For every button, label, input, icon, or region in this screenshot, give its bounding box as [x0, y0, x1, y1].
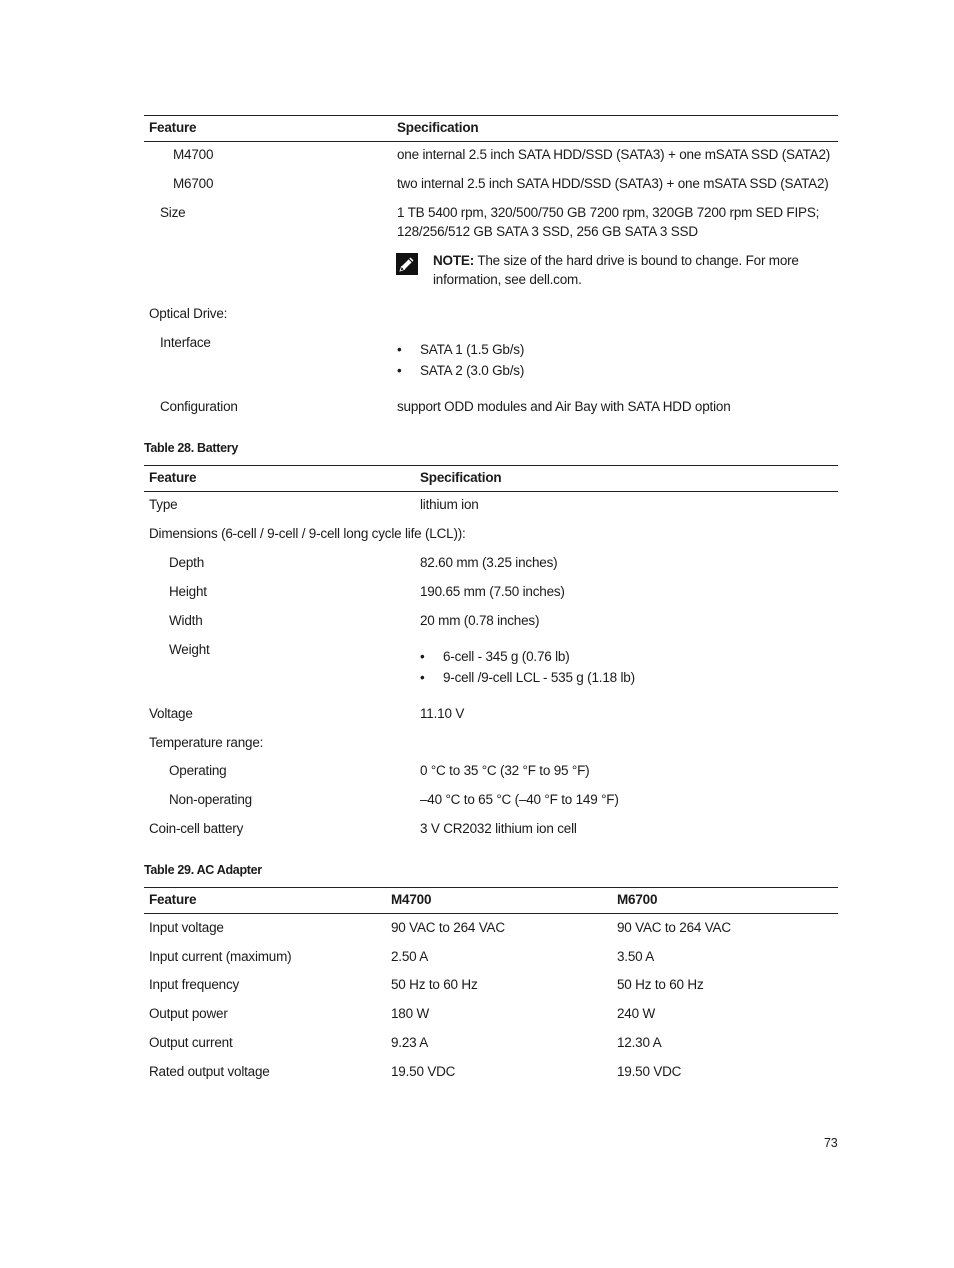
storage-size-line2: 128/256/512 GB SATA 3 SSD, 256 GB SATA 3 SSD: [397, 224, 698, 239]
battery-operating-value: 0 °C to 35 °C (32 °F to 95 °F): [420, 763, 590, 778]
ac-row-m4700: 9.23 A: [391, 1035, 429, 1050]
ac-row-m4700: 50 Hz to 60 Hz: [391, 977, 478, 992]
ac-row-feature: Input frequency: [149, 977, 240, 992]
list-item: • SATA 1 (1.5 Gb/s): [420, 341, 524, 359]
battery-header-spec: Specification: [420, 470, 502, 485]
battery-height-label: Height: [169, 584, 207, 599]
battery-temperature-label: Temperature range:: [149, 735, 264, 750]
ac-row-m4700: 90 VAC to 264 VAC: [391, 920, 505, 935]
table-top-rule: [144, 887, 838, 888]
ac-row-feature: Input current (maximum): [149, 949, 292, 964]
page-number: 73: [824, 1136, 838, 1150]
battery-weight-label: Weight: [169, 642, 210, 657]
battery-voltage-value: 11.10 V: [420, 706, 465, 721]
ac-row-feature: Output current: [149, 1035, 233, 1050]
battery-type-value: lithium ion: [420, 497, 479, 512]
storage-m4700-value: one internal 2.5 inch SATA HDD/SSD (SATA3) + one mSATA SSD (SATA2): [397, 147, 831, 162]
ac-row-m4700: 19.50 VDC: [391, 1064, 456, 1079]
ac-row-m4700: 2.50 A: [391, 949, 429, 964]
battery-depth-label: Depth: [169, 555, 205, 570]
battery-width-label: Width: [169, 613, 203, 628]
ac-row-m6700: 3.50 A: [617, 949, 655, 964]
ac-row-feature: Output power: [149, 1006, 228, 1021]
ac-row-m6700: 50 Hz to 60 Hz: [617, 977, 704, 992]
storage-header-feature: Feature: [149, 120, 197, 135]
table-header-rule: [144, 913, 838, 914]
table-top-rule: [144, 465, 838, 466]
optical-drive-label: Optical Drive:: [149, 306, 228, 321]
note-pencil-icon: [396, 253, 418, 275]
ac-header-feature: Feature: [149, 892, 197, 907]
ac-header-m6700: M6700: [617, 892, 658, 907]
note-prefix: NOTE:: [433, 253, 474, 268]
storage-m4700-label: M4700: [173, 147, 214, 162]
ac-row-m6700: 90 VAC to 264 VAC: [617, 920, 731, 935]
battery-non-operating-label: Non-operating: [169, 792, 252, 807]
interface-label: Interface: [160, 335, 211, 350]
battery-dimensions-label: Dimensions (6-cell / 9-cell / 9-cell long cycle life (LCL)):: [149, 526, 466, 541]
ac-header-m4700: M4700: [391, 892, 432, 907]
battery-width-value: 20 mm (0.78 inches): [420, 613, 540, 628]
battery-coin-cell-value: 3 V CR2032 lithium ion cell: [420, 821, 577, 836]
list-item: • SATA 2 (3.0 Gb/s): [420, 362, 524, 380]
note-line1: [433, 252, 799, 270]
storage-m6700-value: two internal 2.5 inch SATA HDD/SSD (SATA3) + one mSATA SSD (SATA2): [397, 176, 829, 191]
configuration-value: support ODD modules and Air Bay with SATA HDD option: [397, 399, 731, 414]
list-item: • 6-cell - 345 g (0.76 lb): [443, 648, 570, 666]
storage-size-line1: 1 TB 5400 rpm, 320/500/750 GB 7200 rpm, 320GB 7200 rpm SED FIPS;: [397, 205, 820, 220]
table-header-rule: [144, 491, 838, 492]
battery-header-feature: Feature: [149, 470, 197, 485]
battery-depth-value: 82.60 mm (3.25 inches): [420, 555, 558, 570]
storage-header-spec: Specification: [397, 120, 479, 135]
list-item: • 9-cell /9-cell LCL - 535 g (1.18 lb): [443, 669, 635, 687]
battery-type-label: Type: [149, 497, 178, 512]
configuration-label: Configuration: [160, 399, 238, 414]
ac-row-m6700: 240 W: [617, 1006, 656, 1021]
battery-coin-cell-label: Coin-cell battery: [149, 821, 244, 836]
ac-row-feature: Rated output voltage: [149, 1064, 270, 1079]
note-line2: information, see dell.com.: [433, 272, 582, 287]
table-header-rule: [144, 141, 838, 142]
ac-adapter-table-caption: Table 29. AC Adapter: [144, 863, 262, 877]
battery-operating-label: Operating: [169, 763, 227, 778]
storage-m6700-label: M6700: [173, 176, 214, 191]
battery-non-operating-value: –40 °C to 65 °C (–40 °F to 149 °F): [420, 792, 619, 807]
ac-row-m4700: 180 W: [391, 1006, 430, 1021]
ac-row-feature: Input voltage: [149, 920, 224, 935]
storage-size-label: Size: [160, 205, 186, 220]
battery-height-value: 190.65 mm (7.50 inches): [420, 584, 565, 599]
battery-table-caption: Table 28. Battery: [144, 441, 239, 455]
battery-voltage-label: Voltage: [149, 706, 193, 721]
ac-row-m6700: 19.50 VDC: [617, 1064, 682, 1079]
note-text-line1: The size of the hard drive is bound to change. For more: [477, 253, 799, 268]
table-top-rule: [144, 115, 838, 116]
ac-row-m6700: 12.30 A: [617, 1035, 662, 1050]
